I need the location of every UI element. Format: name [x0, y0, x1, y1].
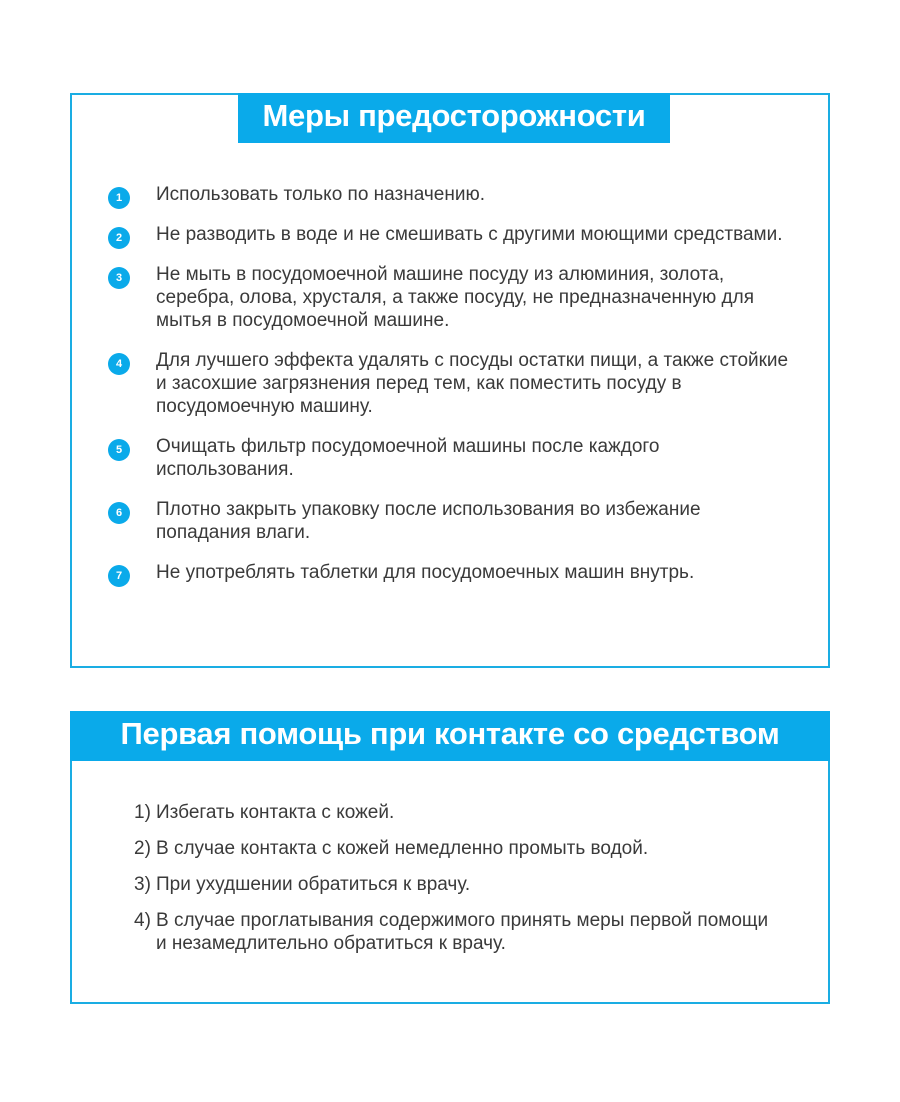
precautions-title: Меры предосторожности — [238, 93, 670, 143]
number-badge: 2 — [108, 227, 130, 249]
list-item-text: Плотно закрыть упаковку после использования во избежание попадания влаги. — [156, 499, 701, 543]
list-item-text: При ухудшении обратиться к врачу. — [156, 874, 471, 895]
list-item-text: Для лучшего эффекта удалять с посуды остатки пищи, а также стойкие и засохшие загрязнения перед тем, как поместить посуду в посудомоечную машину. — [156, 350, 789, 417]
item-number: 3) — [134, 874, 151, 895]
list-item-text: Не употреблять таблетки для посудомоечных машин внутрь. — [156, 562, 695, 583]
number-badge: 6 — [108, 502, 130, 524]
list-item — [108, 435, 798, 481]
list-item — [134, 873, 774, 896]
list-item — [108, 263, 798, 332]
first-aid-list — [134, 801, 774, 955]
list-item — [134, 909, 774, 955]
list-item-text: Очищать фильтр посудомоечной машины после каждого использования. — [156, 436, 660, 480]
list-item — [108, 349, 798, 418]
list-item — [134, 837, 774, 860]
item-number: 1) — [134, 802, 151, 823]
list-item-text: Использовать только по назначению. — [156, 184, 485, 205]
precautions-list — [108, 183, 798, 584]
list-item — [108, 183, 798, 206]
list-item-text: Избегать контакта с кожей. — [156, 802, 395, 823]
number-badge: 3 — [108, 267, 130, 289]
list-item — [108, 561, 798, 584]
list-item-text: Не мыть в посудомоечной машине посуду из алюминия, золота, серебра, олова, хрусталя, а также посуду, не предназначенную для мытья в посудомоечной машине. — [156, 264, 755, 331]
list-item-text: В случае контакта с кожей немедленно промыть водой. — [156, 838, 649, 859]
item-number: 2) — [134, 838, 151, 859]
first-aid-title: Первая помощь при контакте со средством — [70, 711, 830, 761]
number-badge: 1 — [108, 187, 130, 209]
number-badge: 4 — [108, 353, 130, 375]
number-badge: 5 — [108, 439, 130, 461]
list-item-text: Не разводить в воде и не смешивать с другими моющими средствами. — [156, 224, 783, 245]
number-badge: 7 — [108, 565, 130, 587]
first-aid-section — [70, 711, 830, 1004]
list-item — [108, 498, 798, 544]
list-item-text: В случае проглатывания содержимого принять меры первой помощи и незамедлительно обратиться к врачу. — [156, 910, 769, 954]
precautions-section — [70, 93, 830, 668]
list-item — [134, 801, 774, 824]
item-number: 4) — [134, 910, 151, 931]
list-item — [108, 223, 798, 246]
